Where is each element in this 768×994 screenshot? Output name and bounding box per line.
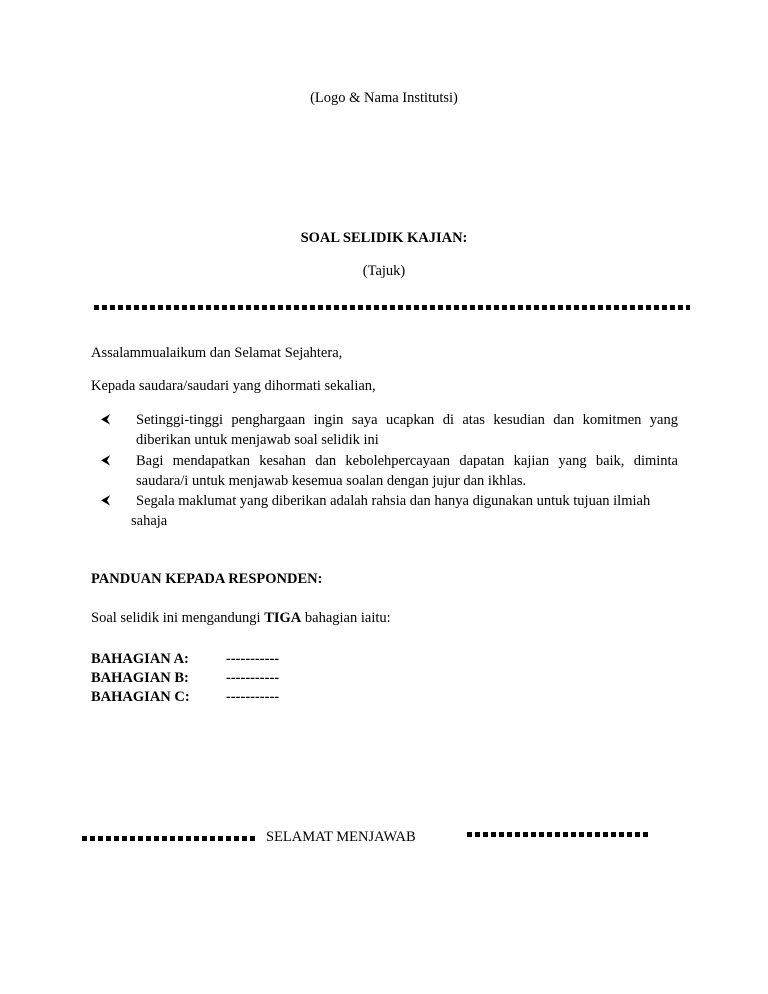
arrow-bullet-icon: ⮜ xyxy=(101,412,111,427)
section-a-value: ----------- xyxy=(226,651,280,667)
greeting-line: Assalammualaikum dan Selamat Sejahtera, xyxy=(91,345,343,361)
bullet-3-line-1: Segala maklumat yang diberikan adalah rahsia dan hanya digunakan untuk tujuan ilmiah xyxy=(136,493,651,509)
section-b-value: ----------- xyxy=(226,670,280,686)
salutation-line: Kepada saudara/saudari yang dihormati sekalian, xyxy=(91,378,376,394)
document-subtitle: (Tajuk) xyxy=(362,263,406,279)
bullet-2-line-1: Bagi mendapatkan kesahan dan kebolehpercayaan dapatan kajian yang baik, diminta xyxy=(136,453,678,469)
guide-intro-text: Soal selidik ini mengandungi xyxy=(91,610,265,626)
guide-intro xyxy=(91,610,391,627)
section-c-value: ----------- xyxy=(226,689,280,705)
bullet-1-line-1: Setinggi-tinggi penghargaan ingin saya ucapkan di atas kesudian dan komitmen yang xyxy=(136,412,678,428)
dotted-separator-right xyxy=(467,832,648,837)
arrow-bullet-icon: ⮜ xyxy=(101,453,111,468)
bullet-2-line-2: saudara/i untuk menjawab kesemua soalan dengan jujur dan ikhlas. xyxy=(136,473,527,489)
guide-intro-text-end: bahagian iaitu: xyxy=(301,610,391,626)
dotted-separator-top xyxy=(94,305,690,310)
logo-placeholder: (Logo & Nama Institutsi) xyxy=(310,90,458,106)
arrow-bullet-icon: ⮜ xyxy=(101,493,111,508)
guide-intro-count: TIGA xyxy=(264,610,302,626)
guide-heading: PANDUAN KEPADA RESPONDEN: xyxy=(91,571,323,587)
section-c-label: BAHAGIAN C: xyxy=(91,689,190,705)
document-title: SOAL SELIDIK KAJIAN: xyxy=(300,230,468,246)
closing-text: SELAMAT MENJAWAB xyxy=(266,829,416,845)
bullet-1-line-2: diberikan untuk menjawab soal selidik ini xyxy=(136,432,379,448)
dotted-separator-left xyxy=(82,836,258,841)
section-a-label: BAHAGIAN A: xyxy=(91,651,189,667)
section-b-label: BAHAGIAN B: xyxy=(91,670,189,686)
bullet-3-line-2: sahaja xyxy=(131,513,168,529)
